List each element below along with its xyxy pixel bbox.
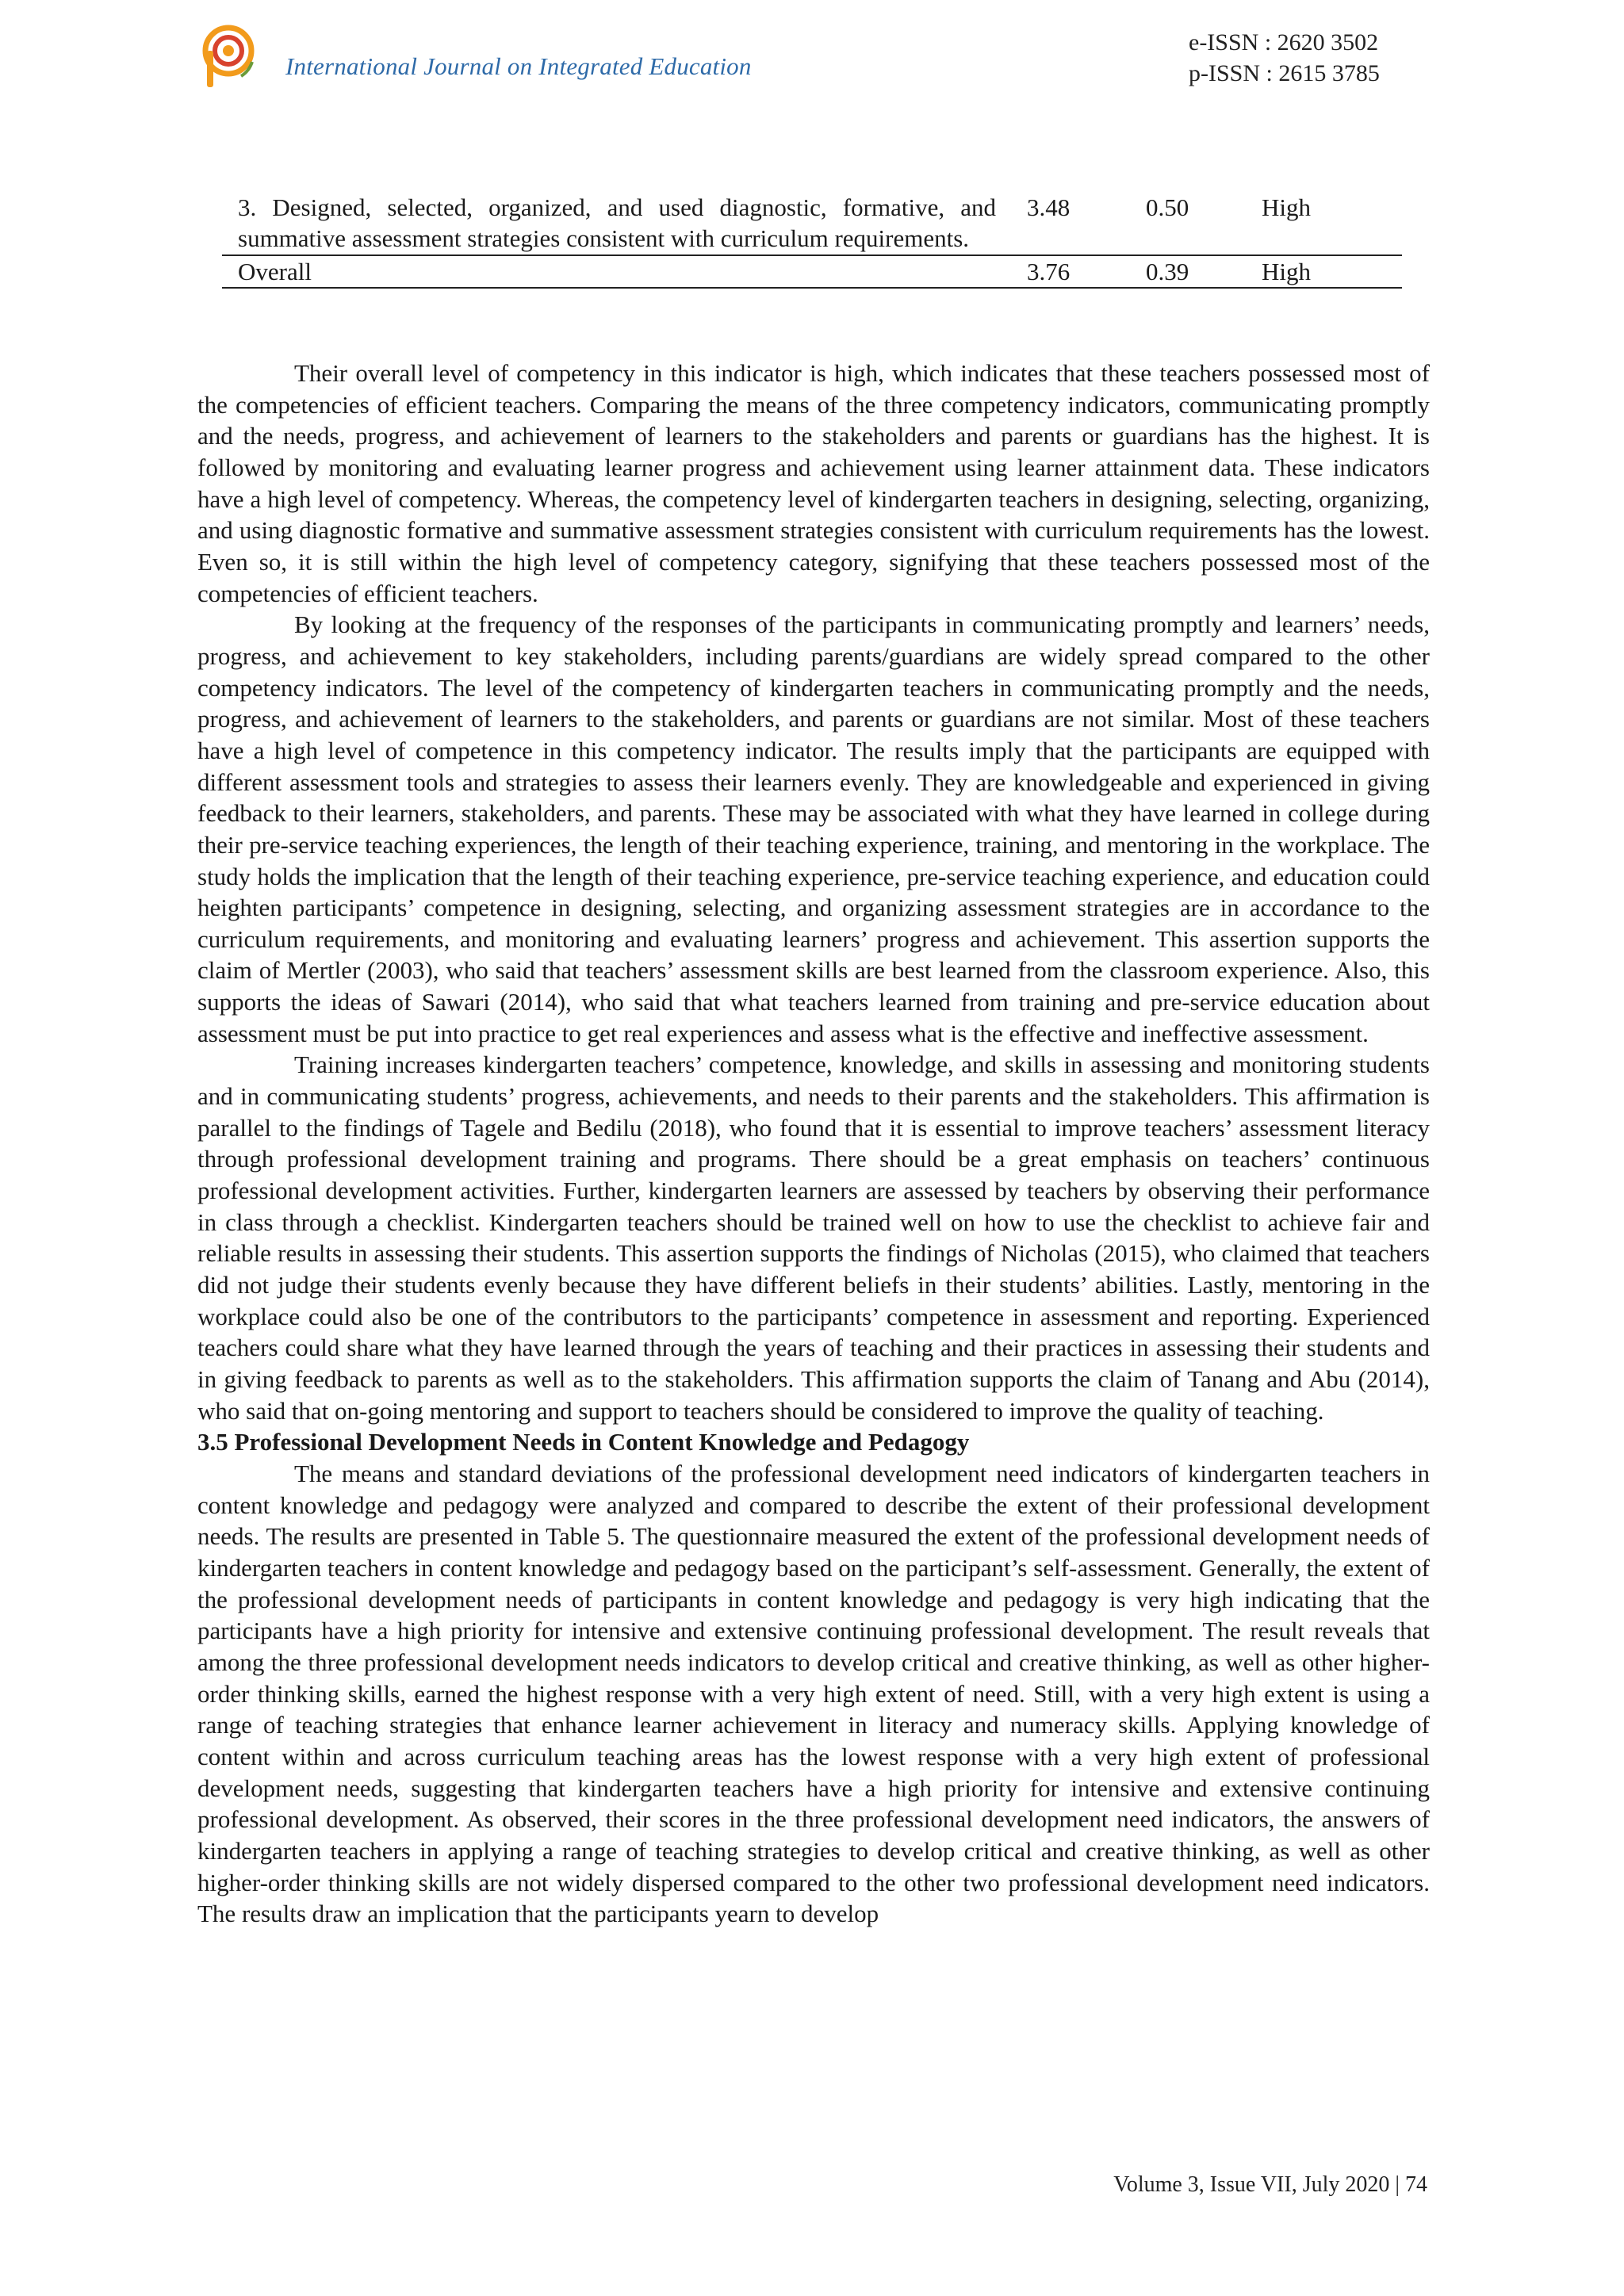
article-body <box>197 358 1430 1930</box>
page-footer: Volume 3, Issue VII, July 2020 | 74 <box>1113 2172 1427 2197</box>
paragraph: By looking at the frequency of the responses of the participants in communicating promptly and learners’ needs, progress, and achievement to key stakeholders, including parents/guardians are widely spread compared to the other competency indicators. The level of the competency of kindergarten teachers in communicating promptly and the needs, progress, and achievement of learners to the stakeholders, and parents or guardians are not similar. Most of these teachers have a high level of competence in this competency indicator. The results imply that the participants are equipped with different assessment tools and strategies to assess their learners evenly. They are knowledgeable and experienced in giving feedback to their learners, stakeholders, and parents. These may be associated with what they have learned in college during their pre-service teaching experiences, the length of their teaching experience, training, and mentoring in the workplace. The study holds the implication that the length of their teaching experience, pre-service teaching experience, and education could heighten participants’ competence in designing, selecting, and organizing assessment strategies are in accordance to the curriculum requirements, and monitoring and evaluating learners’ progress and achievement. This assertion supports the claim of Mertler (2003), who said that teachers’ assessment skills are best learned from the classroom experience. Also, this supports the ideas of Sawari (2014), who said that what teachers learned from training and pre-service education about assessment must be put into practice to get real experiences and assess what is the effective and ineffective assessment. <box>197 610 1430 1047</box>
table-cell-mean: 3.48 <box>1027 193 1071 221</box>
table-cell-indicator: 3. Designed, selected, organized, and used diagnostic, formative, and summative assessment strategies consistent with curriculum requirements. <box>238 193 996 252</box>
journal-logo-icon <box>200 24 257 90</box>
paragraph: Training increases kindergarten teachers’ competence, knowledge, and skills in assessing and monitoring students and in communicating students’ progress, achievements, and needs to their parents and the stakeholders. This affirmation is parallel to the findings of Tagele and Bedilu (2018), who found that it is essential to improve teachers’ assessment literacy through professional development training and programs. There should be a great emphasis on teachers’ continuous professional development activities. Further, kindergarten learners are assessed by teachers by observing their performance in class through a checklist. Kindergarten teachers should be trained well on how to use the checklist to achieve fair and reliable results in assessing their students. This assertion supports the findings of Nicholas (2015), who claimed that teachers did not judge their students evenly because they have different beliefs in their students’ abilities. Lastly, mentoring in the workplace could also be one of the contributors to the participants’ competence in assessment and reporting. Experienced teachers could share what they have learned through the years of teaching and their practices in assessing their students and in giving feedback to parents as well as to the stakeholders. This affirmation supports the claim of Tanang and Abu (2014), who said that on-going mentoring and support to teachers should be considered to improve the quality of teaching. <box>197 1050 1430 1425</box>
table-row-overall <box>222 255 1402 288</box>
paragraph: The means and standard deviations of the professional development need indicators of kindergarten teachers in content knowledge and pedagogy were analyzed and compared to describe the extent of their professional development needs. The results are presented in Table 5. The questionnaire measured the extent of the professional development needs of kindergarten teachers in content knowledge and pedagogy based on the participant’s self-assessment. Generally, the extent of the professional development needs of participants in content knowledge and pedagogy is very high indicating that the participants have a high priority for intensive and extensive continuing professional development. The result reveals that among the three professional development needs indicators to develop critical and creative thinking, as well as other higher-order thinking skills, earned the highest response with a very high extent of need. Still, with a very high extent is using a range of teaching strategies that enhance learner achievement in literacy and numeracy skills. Applying knowledge of content within and across curriculum teaching areas has the lowest response with a very high extent of professional development needs, suggesting that kindergarten teachers have a high priority for intensive and extensive continuing professional development. As observed, their scores in the three professional development need indicators, the answers of kindergarten teachers in applying a range of teaching strategies to develop critical and creative thinking, as well as other higher-order thinking skills are not widely dispersed compared to the other two professional development need indicators. The results draw an implication that the participants yearn to develop <box>197 1459 1430 1928</box>
pissn: p-ISSN : 2615 3785 <box>1189 60 1380 86</box>
issn-block <box>1189 27 1380 89</box>
table-cell-sd: 0.50 <box>1146 193 1189 221</box>
page-header <box>0 0 1624 103</box>
journal-title: International Journal on Integrated Education <box>285 52 752 80</box>
table-cell-overall-label: Overall <box>222 255 1020 288</box>
competency-table <box>222 192 1402 289</box>
table-cell-overall-level: High <box>1262 255 1402 288</box>
table-row <box>222 192 1402 255</box>
table-cell-level: High <box>1262 193 1311 221</box>
table-cell-overall-mean: 3.76 <box>1020 255 1146 288</box>
paragraph: Their overall level of competency in this indicator is high, which indicates that these teachers possessed most of the competencies of efficient teachers. Comparing the means of the three competency indicators, communicating promptly and the needs, progress, and achievement of learners to the stakeholders and parents or guardians has the highest. It is followed by monitoring and evaluating learner progress and achievement using learner attainment data. These indicators have a high level of competency. Whereas, the competency level of kindergarten teachers in designing, selecting, organizing, and using diagnostic formative and summative assessment strategies consistent with curriculum requirements has the lowest. Even so, it is still within the high level of competency category, signifying that these teachers possessed most of the competencies of efficient teachers. <box>197 359 1430 607</box>
eissn: e-ISSN : 2620 3502 <box>1189 29 1379 55</box>
section-heading: 3.5 Professional Development Needs in Content Knowledge and Pedagogy <box>197 1428 970 1456</box>
table-cell-overall-sd: 0.39 <box>1146 255 1262 288</box>
